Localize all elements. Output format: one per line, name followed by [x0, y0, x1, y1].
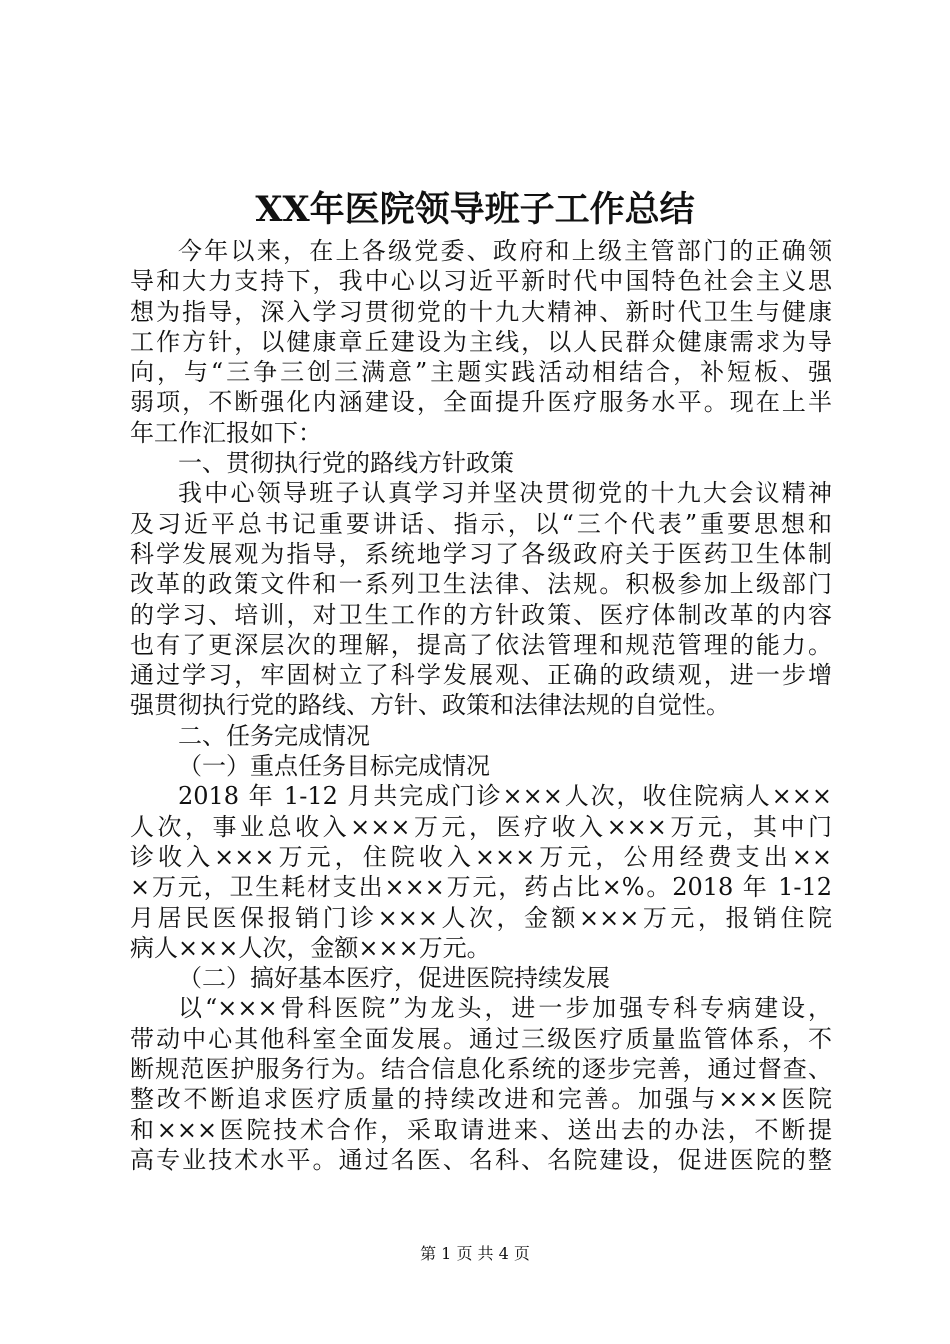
body-line: 强贯彻执行党的路线、方针、政策和法律法规的自觉性。: [130, 691, 730, 720]
body-line: 的学习、培训，对卫生工作的方针政策、医疗体制改革的内容: [130, 600, 832, 629]
body-line: 年工作汇报如下：: [130, 418, 322, 447]
page-number-footer: 第 1 页 共 4 页: [420, 1244, 530, 1263]
body-line: 以“×××骨科医院”为龙头，进一步加强专科专病建设，: [178, 994, 832, 1023]
body-line: 弱项，不断强化内涵建设，全面提升医疗服务水平。现在上半: [130, 388, 832, 417]
body-line: 月居民医保报销门诊×××人次，金额×××万元，报销住院: [130, 903, 832, 932]
subsection-heading: （一）重点任务目标完成情况: [178, 752, 490, 781]
body-line: 整改不断追求医疗质量的持续改进和完善。加强与×××医院: [130, 1085, 832, 1114]
body-line: 科学发展观为指导，系统地学习了各级政府关于医药卫生体制: [130, 539, 832, 568]
section-heading: 二、任务完成情况: [178, 721, 370, 750]
body-line: 想为指导，深入学习贯彻党的十九大精神、新时代卫生与健康: [130, 297, 832, 326]
body-line: 我中心领导班子认真学习并坚决贯彻党的十九大会议精神: [178, 479, 832, 508]
body-line: ×万元，卫生耗材支出×××万元，药占比×%。2018 年 1-12: [130, 873, 832, 902]
body-line: 病人×××人次，金额×××万元。: [130, 933, 491, 962]
body-line: 2018 年 1-12 月共完成门诊×××人次，收住院病人×××: [178, 782, 832, 811]
body-line: 断规范医护服务行为。结合信息化系统的逐步完善，通过督查、: [130, 1055, 832, 1084]
section-heading: 一、贯彻执行党的路线方针政策: [178, 449, 514, 478]
body-line: 向，与“三争三创三满意”主题实践活动相结合，补短板、强: [130, 358, 832, 387]
body-line: 工作方针，以健康章丘建设为主线，以人民群众健康需求为导: [130, 327, 832, 356]
body-line: 诊收入×××万元，住院收入×××万元，公用经费支出××: [130, 842, 832, 871]
body-line: 和×××医院技术合作，采取请进来、送出去的办法，不断提: [130, 1115, 832, 1144]
body-line: 也有了更深层次的理解，提高了依法管理和规范管理的能力。: [130, 630, 832, 659]
document-body: [130, 236, 832, 1175]
body-line: 高专业技术水平。通过名医、名科、名院建设，促进医院的整: [130, 1145, 832, 1174]
body-line: 改革的政策文件和一系列卫生法律、法规。积极参加上级部门: [130, 570, 832, 599]
body-line: 带动中心其他科室全面发展。通过三级医疗质量监管体系，不: [130, 1024, 832, 1053]
body-line: 及习近平总书记重要讲话、指示，以“三个代表”重要思想和: [130, 509, 832, 538]
subsection-heading: （二）搞好基本医疗，促进医院持续发展: [178, 964, 610, 993]
body-line: 人次，事业总收入×××万元，医疗收入×××万元，其中门: [130, 812, 832, 841]
body-line: 通过学习，牢固树立了科学发展观、正确的政绩观，进一步增: [130, 661, 832, 690]
document-title: XX年医院领导班子工作总结: [255, 189, 695, 230]
body-line: 导和大力支持下，我中心以习近平新时代中国特色社会主义思: [130, 267, 832, 296]
body-line: 今年以来，在上各级党委、政府和上级主管部门的正确领: [178, 237, 832, 265]
